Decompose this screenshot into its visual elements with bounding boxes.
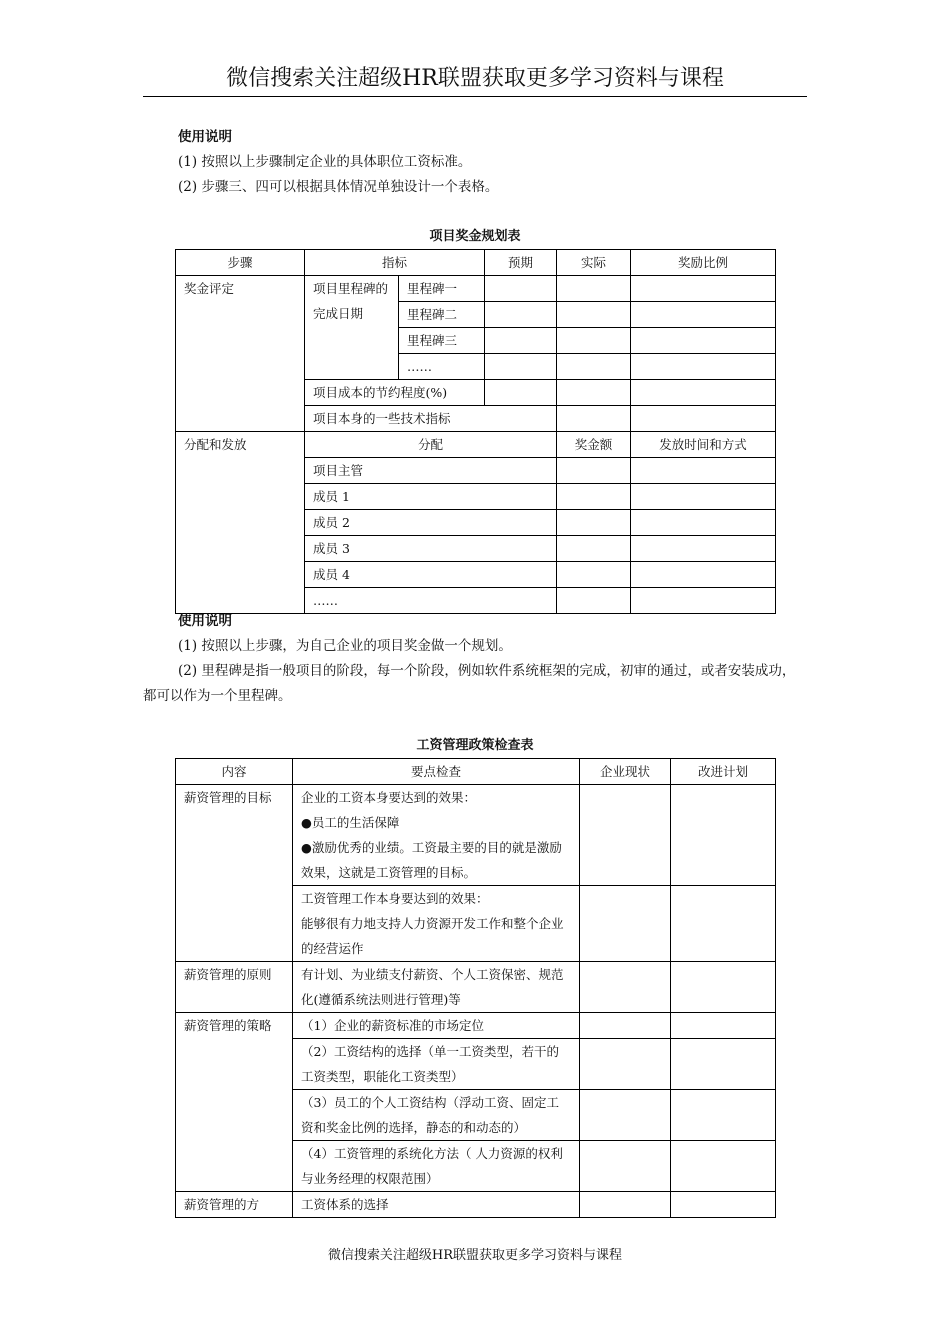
empty-cell <box>671 1013 776 1039</box>
table2-caption: 工资管理政策检查表 <box>416 738 534 753</box>
header-cell: 奖金额 <box>557 432 631 458</box>
empty-cell <box>580 886 671 962</box>
milestone-cell: 里程碑三 <box>399 328 485 354</box>
empty-cell <box>631 536 776 562</box>
empty-cell <box>485 302 557 328</box>
note-item: (1) 按照以上步骤制定企业的具体职位工资标准。 <box>178 154 472 170</box>
points-cell: 有计划、为业绩支付薪资、个人工资保密、规范化(遵循系统法则进行管理)等 <box>293 962 580 1013</box>
header-cell: 预期 <box>485 250 557 276</box>
empty-cell <box>671 1039 776 1090</box>
header-cell: 要点检查 <box>293 759 580 785</box>
empty-cell <box>631 354 776 380</box>
empty-cell <box>631 510 776 536</box>
points-cell: （4）工资管理的系统化方法（ 人力资源的权利与业务经理的权限范围） <box>293 1141 580 1192</box>
point-line: ●员工的生活保障 <box>301 815 400 830</box>
empty-cell <box>580 785 671 886</box>
points-cell: （2）工资结构的选择（单一工资类型，若干的工资类型，职能化工资类型） <box>293 1039 580 1090</box>
header-cell: 企业现状 <box>580 759 671 785</box>
empty-cell <box>631 458 776 484</box>
salary-policy-table <box>175 758 776 1218</box>
empty-cell <box>580 962 671 1013</box>
usage-notes-2 <box>143 609 807 709</box>
table-row <box>176 1192 776 1218</box>
empty-cell <box>557 510 631 536</box>
milestone-label: 项目里程碑的完成日期 <box>305 276 399 380</box>
empty-cell <box>671 962 776 1013</box>
member-cell: 成员 3 <box>305 536 557 562</box>
tech-cell: 项目本身的一些技术指标 <box>305 406 557 432</box>
cost-cell: 项目成本的节约程度(%) <box>305 380 485 406</box>
point-line: 工资管理工作本身要达到的效果： <box>301 891 489 906</box>
empty-cell <box>557 406 631 432</box>
header-cell: 内容 <box>176 759 293 785</box>
points-cell <box>293 886 580 962</box>
empty-cell <box>671 1141 776 1192</box>
milestone-cell: 里程碑二 <box>399 302 485 328</box>
content-cell: 薪资管理的方 <box>176 1192 293 1218</box>
member-cell: 成员 2 <box>305 510 557 536</box>
content-cell: 薪资管理的原则 <box>176 962 293 1013</box>
page-footer: 微信搜索关注超级HR联盟获取更多学习资料与课程 <box>327 1248 623 1263</box>
notes-title: 使用说明 <box>178 129 232 145</box>
header-cell: 发放时间和方式 <box>631 432 776 458</box>
note-item: (2) 步骤三、四可以根据具体情况单独设计一个表格。 <box>178 179 499 195</box>
empty-cell <box>557 458 631 484</box>
point-line: 企业的工资本身要达到的效果： <box>301 790 477 805</box>
empty-cell <box>631 328 776 354</box>
bonus-plan-table <box>175 249 776 614</box>
table-row <box>176 1013 776 1039</box>
header-cell: 指标 <box>305 250 485 276</box>
member-cell: 成员 4 <box>305 562 557 588</box>
point-line: ●激励优秀的业绩。工资最主要的目的就是激励效果，这就是工资管理的目标。 <box>301 840 562 880</box>
empty-cell <box>671 1090 776 1141</box>
header-cell: 分配 <box>305 432 557 458</box>
empty-cell <box>580 1141 671 1192</box>
empty-cell <box>580 1192 671 1218</box>
empty-cell <box>580 1039 671 1090</box>
empty-cell <box>485 380 557 406</box>
points-cell <box>293 785 580 886</box>
empty-cell <box>631 380 776 406</box>
milestone-cell: 里程碑一 <box>399 276 485 302</box>
section-label: 奖金评定 <box>176 276 305 432</box>
empty-cell <box>557 328 631 354</box>
note-paragraph: (2) 里程碑是指一般项目的阶段，每一个阶段，例如软件系统框架的完成，初审的通过，或者安装成功，都可以作为一个里程碑。 <box>143 663 796 704</box>
empty-cell <box>485 276 557 302</box>
table-header-row <box>176 250 776 276</box>
header-cell: 步骤 <box>176 250 305 276</box>
empty-cell <box>671 1192 776 1218</box>
content-cell: 薪资管理的策略 <box>176 1013 293 1192</box>
milestone-cell: …… <box>399 354 485 380</box>
section-label: 分配和发放 <box>176 432 305 614</box>
empty-cell <box>631 562 776 588</box>
member-cell: 成员 1 <box>305 484 557 510</box>
empty-cell <box>580 1090 671 1141</box>
points-cell: 工资体系的选择 <box>293 1192 580 1218</box>
table-header-row <box>176 759 776 785</box>
empty-cell <box>557 380 631 406</box>
empty-cell <box>631 276 776 302</box>
page-header: 微信搜索关注超级HR联盟获取更多学习资料与课程 <box>143 64 807 97</box>
points-cell: （3）员工的个人工资结构（浮动工资、固定工资和奖金比例的选择，静态的和动态的） <box>293 1090 580 1141</box>
table-row <box>176 785 776 886</box>
empty-cell <box>631 406 776 432</box>
empty-cell <box>485 354 557 380</box>
usage-notes-1 <box>178 125 498 200</box>
empty-cell <box>557 484 631 510</box>
member-cell: …… <box>305 588 557 614</box>
empty-cell <box>557 354 631 380</box>
empty-cell <box>631 302 776 328</box>
empty-cell <box>631 484 776 510</box>
notes-title: 使用说明 <box>178 613 232 629</box>
table-row <box>176 432 776 458</box>
empty-cell <box>671 785 776 886</box>
empty-cell <box>557 302 631 328</box>
empty-cell <box>557 536 631 562</box>
content-cell: 薪资管理的目标 <box>176 785 293 962</box>
table-row <box>176 962 776 1013</box>
header-cell: 改进计划 <box>671 759 776 785</box>
header-cell: 实际 <box>557 250 631 276</box>
member-cell: 项目主管 <box>305 458 557 484</box>
header-cell: 奖励比例 <box>631 250 776 276</box>
table-row <box>176 276 776 302</box>
table1-caption: 项目奖金规划表 <box>429 229 521 244</box>
empty-cell <box>557 276 631 302</box>
empty-cell <box>557 562 631 588</box>
note-paragraph: (1) 按照以上步骤，为自己企业的项目奖金做一个规划。 <box>178 638 512 654</box>
empty-cell <box>580 1013 671 1039</box>
points-cell: （1）企业的薪资标准的市场定位 <box>293 1013 580 1039</box>
empty-cell <box>485 328 557 354</box>
empty-cell <box>671 886 776 962</box>
point-line: 能够很有力地支持人力资源开发工作和整个企业的经营运作 <box>301 916 564 956</box>
